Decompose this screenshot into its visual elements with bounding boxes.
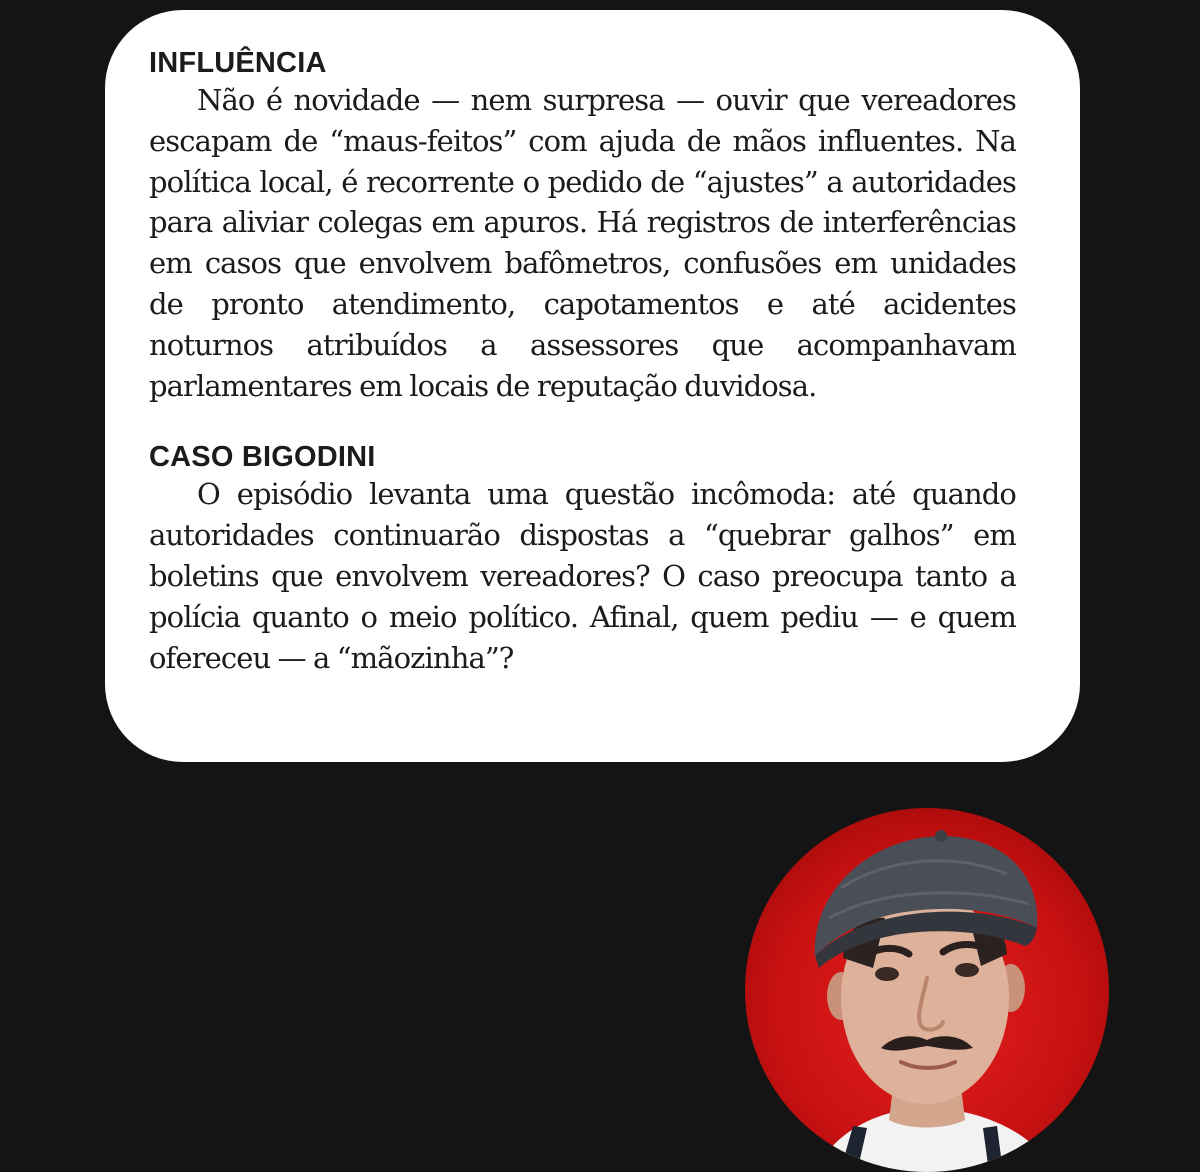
section-body-influencia: Não é novidade — nem surpresa — ouvir que vereadores escapam de “maus-feitos” com ajuda de mãos influentes. Na política local, é recorrente o pedido de “ajustes” a autoridades para aliviar colegas em apuros. Há registros de interferências em casos que envolvem bafômetros, confusões em unidades de pronto atendimento, capotamentos e até acidentes noturnos atribuídos a assessores que acompanhavam parlamentares em locais de reputação duvidosa. xyxy=(149,83,1016,403)
section-caso-bigodini xyxy=(149,440,1016,678)
section-spacer xyxy=(149,406,1016,440)
section-body-caso-bigodini: O episódio levanta uma questão incômoda: até quando autoridades continuarão dispostas a “quebrar galhos” em boletins que envolvem vereadores? O caso preocupa tanto a polícia quanto o meio político. Afinal, quem pediu — e quem ofereceu — a “mãozinha”? xyxy=(149,477,1016,675)
section-heading-influencia: INFLUÊNCIA xyxy=(149,47,327,79)
section-heading-caso-bigodini: CASO BIGODINI xyxy=(149,441,376,474)
article-card xyxy=(105,10,1080,762)
author-portrait-icon xyxy=(745,808,1109,1172)
author-avatar xyxy=(745,808,1109,1172)
section-influencia xyxy=(149,46,1016,406)
